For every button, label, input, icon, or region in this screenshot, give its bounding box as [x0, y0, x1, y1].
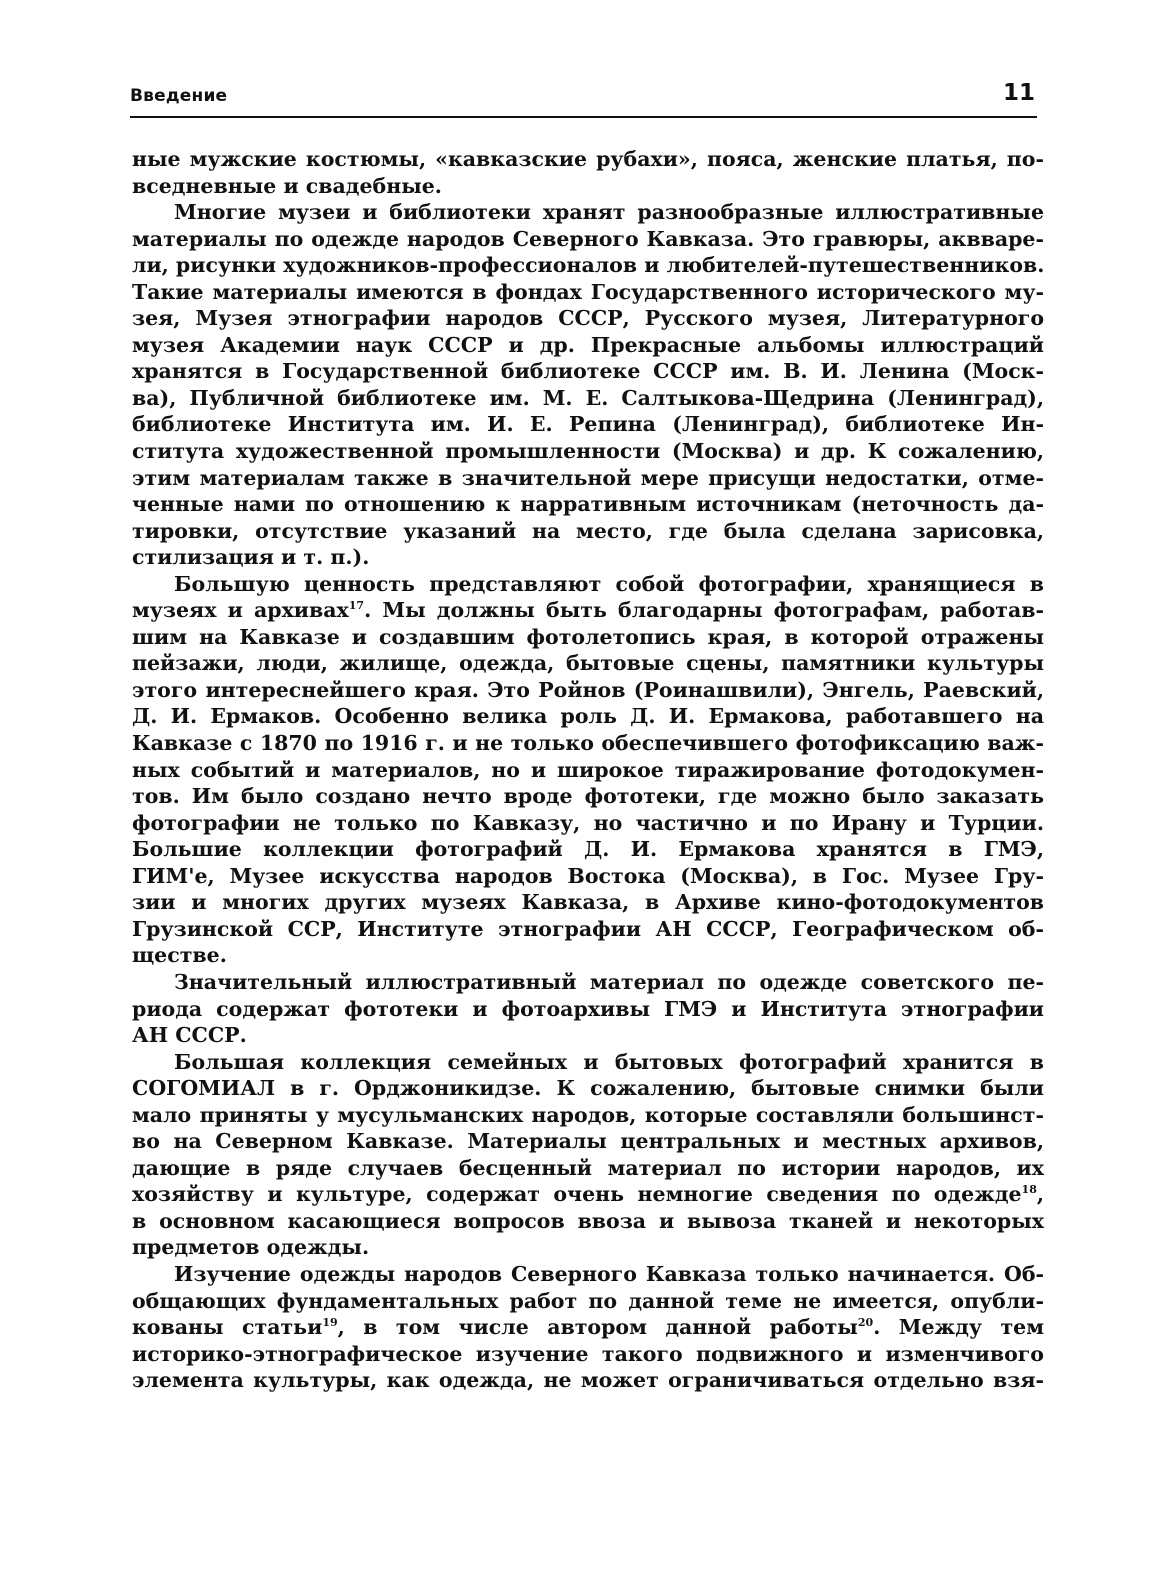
text-line: шим на Кавказе и создавшим фотолетопись края, в которой отражены: [132, 624, 1044, 649]
text-line: тировки, отсутствие указаний на место, где была сделана зарисовка,: [132, 518, 1044, 543]
text-line: хранятся в Государственной библиотеке СССР им. В. И. Ленина (Моск-: [132, 359, 1044, 384]
body-text: [132, 146, 1044, 1394]
footnote-ref[interactable]: 20: [857, 1316, 874, 1330]
text-fragment: . Между тем: [873, 1315, 1045, 1340]
text-line: АН СССР.: [132, 1023, 247, 1048]
text-line: вседневные и свадебные.: [132, 173, 442, 198]
text-line: фотографии не только по Кавказу, но частично и по Ирану и Турции.: [132, 810, 1044, 835]
text-line: ли, рисунки художников-профессионалов и любителей-путешественников.: [132, 253, 1045, 278]
text-fragment: хозяйству и культуре, содержат очень немногие сведения по одежде: [132, 1182, 1022, 1207]
footnote-ref[interactable]: 17: [348, 599, 365, 613]
paragraph-first-line: Изучение одежды народов Северного Кавказа только начинается. Об-: [174, 1261, 1044, 1286]
text-line-with-footnote: [132, 1314, 1044, 1341]
text-line: ные мужские костюмы, «кавказские рубахи», пояса, женские платья, по-: [132, 147, 1044, 171]
text-line: СОГОМИАЛ в г. Орджоникидзе. К сожалению, бытовые снимки были: [132, 1076, 1044, 1101]
text-line: Такие материалы имеются в фондах Государственного исторического му-: [132, 279, 1044, 304]
text-line: пейзажи, люди, жилище, одежда, бытовые сцены, памятники культуры: [132, 651, 1044, 676]
text-line: музея Академии наук СССР и др. Прекрасные альбомы иллюстраций: [132, 332, 1044, 357]
text-line: этого интереснейшего края. Это Ройнов (Роинашвили), Энгель, Раевский,: [132, 677, 1044, 702]
text-fragment: музеях и архивах: [132, 598, 349, 623]
text-fragment: . Мы должны быть благодарны фотографам, работав-: [364, 598, 1044, 623]
text-line-with-footnote: [132, 1181, 1044, 1208]
text-line: ГИМ'е, Музее искусства народов Востока (Москва), в Гос. Музее Гру-: [132, 863, 1044, 888]
text-line: ченные нами по отношению к нарративным источникам (неточность да-: [132, 492, 1044, 517]
text-line: историко-этнографическое изучение такого подвижного и изменчивого: [132, 1341, 1044, 1366]
paragraph-first-line: Большую ценность представляют собой фотографии, хранящиеся в: [174, 571, 1044, 596]
text-line: ва), Публичной библиотеке им. М. Е. Салтыкова-Щедрина (Ленинград),: [132, 385, 1044, 410]
text-line-with-footnote: [132, 597, 1044, 624]
page-number: 11: [1002, 80, 1035, 106]
text-line: риода содержат фототеки и фотоархивы ГМЭ и Института этнографии: [132, 996, 1044, 1021]
paragraph-first-line: Значительный иллюстративный материал по одежде советского пе-: [174, 969, 1044, 994]
text-line: ститута художественной промышленности (Москва) и др. К сожалению,: [132, 439, 1044, 464]
text-line: ных событий и материалов, но и широкое тиражирование фотодокумен-: [132, 757, 1044, 782]
text-line: Кавказе с 1870 по 1916 г. и не только обеспечившего фотофиксацию важ-: [132, 731, 1044, 756]
text-line: этим материалам также в значительной мере присущи недостатки, отме-: [132, 465, 1044, 490]
footnote-ref[interactable]: 19: [322, 1316, 338, 1330]
text-line: зея, Музея этнографии народов СССР, Русского музея, Литературного: [132, 306, 1044, 331]
text-line: предметов одежды.: [132, 1235, 370, 1260]
text-line: общающих фундаментальных работ по данной теме не имеется, опубли-: [132, 1288, 1044, 1313]
text-line: стилизация и т. п.).: [132, 545, 370, 570]
text-line: Большие коллекции фотографий Д. И. Ермакова хранятся в ГМЭ,: [132, 837, 1044, 862]
text-line: тов. Им было создано нечто вроде фототеки, где можно было заказать: [132, 784, 1044, 809]
text-line: ществе.: [132, 943, 227, 968]
paragraph-first-line: Многие музеи и библиотеки хранят разнообразные иллюстративные: [174, 200, 1044, 225]
text-line: во на Северном Кавказе. Материалы центральных и местных архивов,: [132, 1129, 1044, 1154]
section-title: Введение: [130, 86, 228, 106]
paragraph-first-line: Большая коллекция семейных и бытовых фотографий хранится в: [174, 1049, 1044, 1074]
text-line: материалы по одежде народов Северного Кавказа. Это гравюры, аквваре-: [132, 226, 1044, 251]
running-head: [130, 80, 1037, 118]
text-line: Грузинской ССР, Институте этнографии АН СССР, Географическом об-: [132, 916, 1044, 941]
text-fragment: ,: [1036, 1182, 1044, 1207]
text-line: библиотеке Института им. И. Е. Репина (Ленинград), библиотеке Ин-: [132, 412, 1044, 437]
text-fragment: кованы статьи: [132, 1315, 323, 1340]
text-fragment: , в том числе автором данной работы: [337, 1315, 858, 1340]
text-line: в основном касающиеся вопросов ввоза и вывоза тканей и некоторых: [132, 1208, 1044, 1233]
footnote-ref[interactable]: 18: [1021, 1183, 1037, 1197]
text-line: Д. И. Ермаков. Особенно велика роль Д. И. Ермакова, работавшего на: [132, 704, 1044, 729]
text-line: мало приняты у мусульманских народов, которые составляли большинст-: [132, 1102, 1044, 1127]
text-line: зии и многих других музеях Кавказа, в Архиве кино-фотодокументов: [132, 890, 1044, 915]
text-line: дающие в ряде случаев бесценный материал по истории народов, их: [132, 1155, 1044, 1180]
text-line: элемента культуры, как одежда, не может ограничиваться отдельно взя-: [132, 1368, 1044, 1393]
